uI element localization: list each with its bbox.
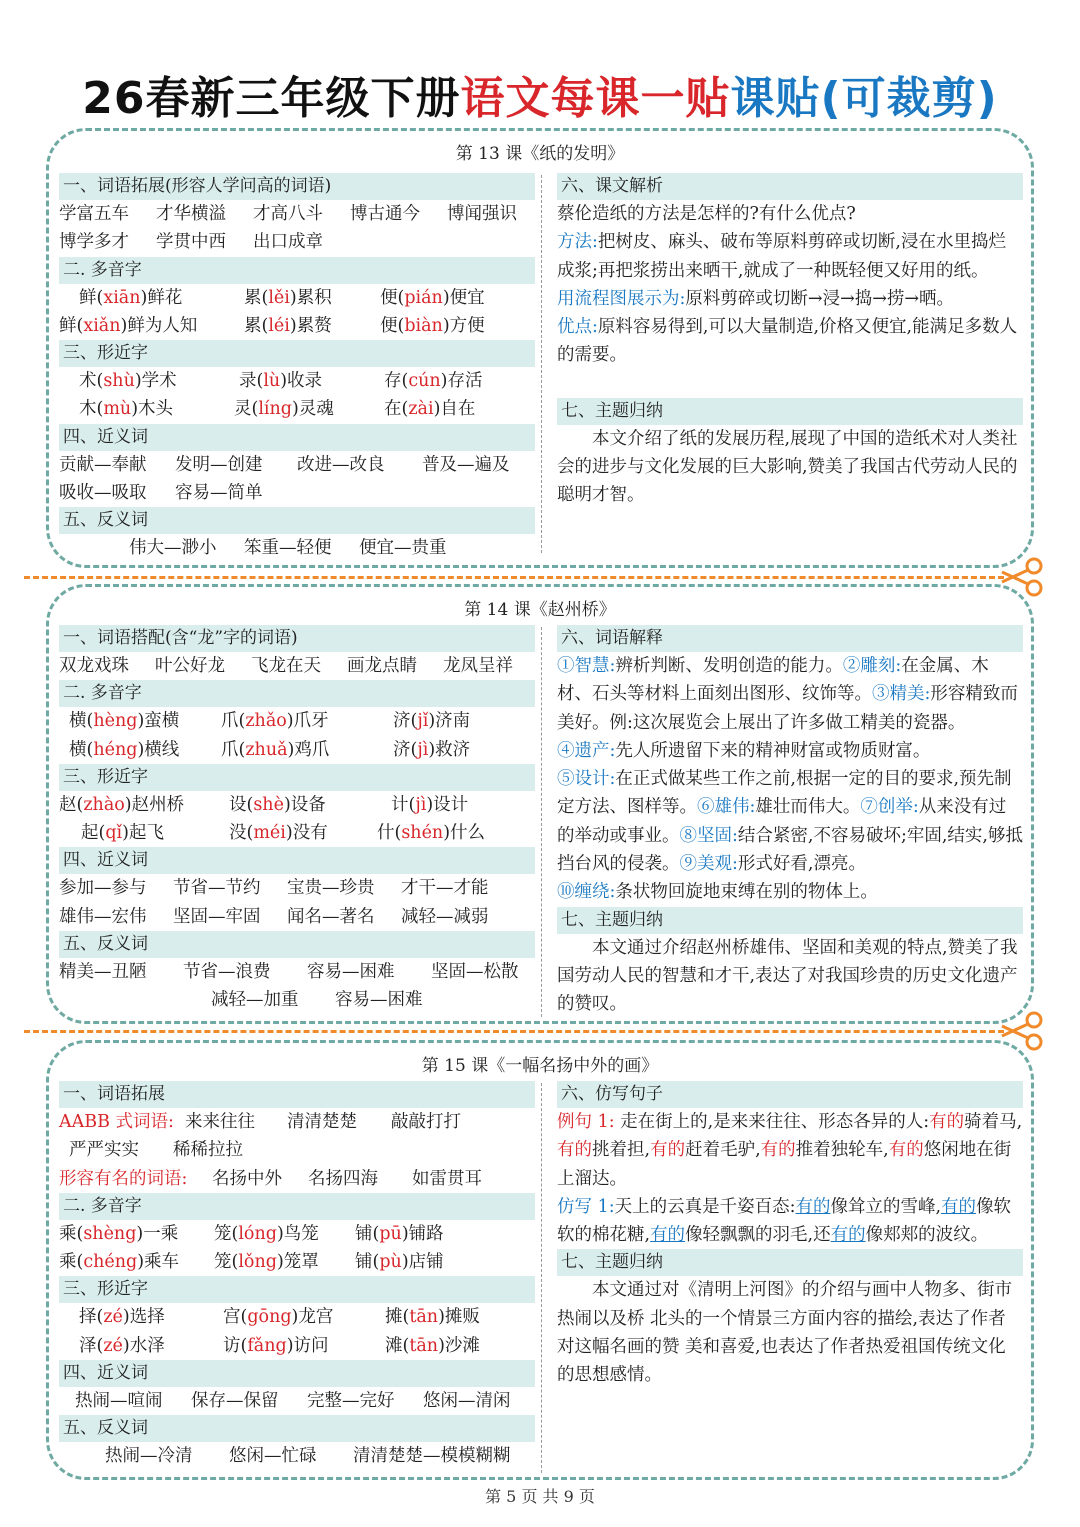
section-heading: 五、反义词 xyxy=(59,507,535,534)
lesson-15-card xyxy=(46,1040,1034,1480)
polyphone-row: 乘(shèng)一乘 笼(lóng)鸟笼 铺(pū)铺路 xyxy=(59,1223,444,1244)
polyphone-row: 乘(chéng)乘车 笼(lǒng)笼罩 铺(pù)店铺 xyxy=(59,1252,444,1273)
section-heading: 四、近义词 xyxy=(59,1360,535,1387)
antonym-row: 减轻—加重 容易—困难 xyxy=(211,990,423,1011)
section-heading: 六、课文解析 xyxy=(557,173,1023,200)
section-heading: 五、反义词 xyxy=(59,931,535,958)
antonym-row: 热闹—冷清 悠闲—忙碌 清清楚楚—模模糊糊 xyxy=(105,1446,511,1467)
column-divider xyxy=(541,627,542,1017)
word-row: 严严实实 稀稀拉拉 xyxy=(69,1140,243,1161)
section-heading: 二. 多音字 xyxy=(59,680,535,707)
section-heading: 五、反义词 xyxy=(59,1415,535,1442)
example-sentence: 例句 1: 走在街上的,是来来往往、形态各异的人:有的骑着马,有的挑着担,有的赶着毛驴,有的推着独轮车,有的悠闲地在街上溜达。 xyxy=(557,1112,1023,1189)
lesson-14-left xyxy=(59,625,535,1015)
section-heading: 七、主题归纳 xyxy=(557,398,1023,425)
theme-summary: 本文通过对《清明上河图》的介绍与画中人物多、街市热闹以及桥 北头的一个情景三方面内容的描绘,表达了作者对这幅名画的赞 美和喜爱,也表达了作者热爱祖国传统文化的思想感情。 xyxy=(557,1280,1012,1386)
word-definitions: ⑤设计:在正式做某些工作之前,根据一定的目的要求,预先制定方法、图样等。⑥雄伟:雄壮而伟大。⑦创举:从来没有过的举动或事业。⑧坚固:结合紧密,不容易破坏;牢固,结实,够抵挡台风的侵袭。⑨美观:形式好看,漂亮。 xyxy=(557,769,1023,875)
section-heading: 四、近义词 xyxy=(59,424,535,451)
word-definitions: ①智慧:辨析判断、发明创造的能力。②雕刻:在金属、木材、石头等材料上面刻出图形、纹饰等。③精美:形容精致而美好。例:这次展览会上展出了许多做工精美的瓷器。 xyxy=(557,656,1018,733)
similar-char-row: 起(qǐ)起飞 没(méi)没有 什(shén)什么 xyxy=(81,823,486,844)
lesson-13-title: 第 13 课《纸的发明》 xyxy=(455,144,625,164)
analysis-advantage: 优点:原料容易得到,可以大量制造,价格又便宜,能满足多数人的需要。 xyxy=(557,317,1018,366)
page-footer: 第 5 页 共 9 页 xyxy=(485,1487,595,1506)
title-part3: 课贴(可裁剪) xyxy=(730,73,998,124)
word-row: 博学多才 学贯中西 出口成章 xyxy=(59,232,323,253)
lesson-15-title: 第 15 课《一幅名扬中外的画》 xyxy=(421,1056,659,1076)
word-row: 形容有名的词语: 名扬中外 名扬四海 如雷贯耳 xyxy=(59,1168,482,1189)
lesson-13-right xyxy=(557,173,1023,510)
section-heading: 四、近义词 xyxy=(59,847,535,874)
synonym-row: 贡献—奉献 发明—创建 改进—改良 普及—遍及 xyxy=(59,454,510,475)
section-heading: 三、形近字 xyxy=(59,764,535,791)
analysis-method: 方法:把树皮、麻头、破布等原料剪碎或切断,浸在水里捣烂成浆;再把浆捞出来晒干,就成了一种既轻便又好用的纸。 xyxy=(557,232,1006,281)
section-heading: 二. 多音字 xyxy=(59,257,535,284)
theme-summary: 本文介绍了纸的发展历程,展现了中国的造纸术对人类社会的进步与文化发展的巨大影响,赞美了我国古代劳动人民的聪明才智。 xyxy=(557,428,1018,506)
synonym-row: 热闹—喧闹 保存—保留 完整—完好 悠闲—清闲 xyxy=(75,1391,511,1412)
section-heading: 一、词语拓展 xyxy=(59,1081,535,1108)
title-part1: 26春新三年级下册 xyxy=(82,73,461,124)
analysis-question: 蔡伦造纸的方法是怎样的?有什么优点? xyxy=(557,204,856,224)
section-heading: 二. 多音字 xyxy=(59,1193,535,1220)
antonym-row: 伟大—渺小 笨重—轻便 便宜—贵重 xyxy=(129,538,447,559)
lesson-14-card xyxy=(46,584,1034,1024)
similar-char-row: 泽(zé)水泽 访(fǎng)访问 滩(tān)沙滩 xyxy=(79,1335,480,1356)
section-heading: 六、词语解释 xyxy=(557,625,1023,652)
column-divider xyxy=(541,175,542,553)
lesson-15-left xyxy=(59,1081,535,1471)
word-definitions: ⑩缠绕:条状物回旋地束缚在别的物体上。 xyxy=(557,882,878,903)
section-heading: 三、形近字 xyxy=(59,1276,535,1303)
section-heading: 三、形近字 xyxy=(59,340,535,367)
column-divider xyxy=(541,1083,542,1473)
cut-line xyxy=(24,1030,1004,1033)
lesson-13-left xyxy=(59,173,535,563)
section-heading: 七、主题归纳 xyxy=(557,1249,1023,1276)
word-row: 双龙戏珠 叶公好龙 飞龙在天 画龙点睛 龙凤呈祥 xyxy=(59,656,513,676)
title-part2: 语文每课一贴 xyxy=(460,73,731,124)
section-heading: 六、仿写句子 xyxy=(557,1081,1023,1108)
section-heading: 七、主题归纳 xyxy=(557,907,1023,934)
lesson-13-card xyxy=(46,128,1034,568)
cut-line xyxy=(24,576,1004,579)
similar-char-row: 木(mù)木头 灵(líng)灵魂 在(zài)自在 xyxy=(79,399,476,420)
page-title xyxy=(0,62,1080,126)
section-heading: 一、词语搭配(含“龙”字的词语) xyxy=(59,625,535,652)
similar-char-row: 术(shù)学术 录(lù)收录 存(cún)存活 xyxy=(79,371,483,392)
imitation-sentence: 仿写 1:天上的云真是千姿百态:有的像耸立的雪峰,有的像软软的棉花糖,有的像轻飘飘的羽毛,还有的像郏郏的波纹。 xyxy=(557,1196,1012,1246)
lesson-15-right xyxy=(557,1081,1023,1390)
antonym-row: 精美—丑陋 节省—浪费 容易—困难 坚固—松散 xyxy=(59,962,519,983)
theme-summary: 本文通过介绍赵州桥雄伟、坚固和美观的特点,赞美了我国劳动人民的智慧和才干,表达了对我国珍贵的历史文化遗产的赞叹。 xyxy=(557,937,1018,1015)
similar-char-row: 择(zé)选择 宫(gōng)龙宫 摊(tān)摊贩 xyxy=(79,1307,480,1328)
word-row: AABB 式词语: 来来往往 清清楚楚 敲敲打打 xyxy=(59,1112,461,1132)
word-row: 学富五车 才华横溢 才高八斗 博古通今 博闻强识 xyxy=(59,204,517,224)
polyphone-row: 横(héng)横线 爪(zhuǎ)鸡爪 济(jì)救济 xyxy=(69,739,471,760)
synonym-row: 雄伟—宏伟 坚固—牢固 闻名—著名 减轻—减弱 xyxy=(59,906,489,927)
polyphone-row: 鲜(xiǎn)鲜为人知 累(léi)累赘 便(biàn)方便 xyxy=(59,315,485,336)
synonym-row: 吸收—吸取 容易—简单 xyxy=(59,483,263,504)
lesson-14-title: 第 14 课《赵州桥》 xyxy=(464,600,616,620)
analysis-flow: 用流程图展示为:原料剪碎或切断→浸→捣→捞→晒。 xyxy=(557,288,955,309)
polyphone-row: 横(hèng)蛮横 爪(zhǎo)爪牙 济(jǐ)济南 xyxy=(69,711,471,732)
polyphone-row: 鲜(xiān)鲜花 累(lěi)累积 便(pián)便宜 xyxy=(79,287,485,308)
synonym-row: 参加—参与 节省—节约 宝贵—珍贵 才干—才能 xyxy=(59,878,489,899)
section-heading: 一、词语拓展(形容人学问高的词语) xyxy=(59,173,535,200)
similar-char-row: 赵(zhào)赵州桥 设(shè)设备 计(jì)设计 xyxy=(59,794,469,815)
word-definitions: ④遗产:先人所遗留下来的精神财富或物质财富。 xyxy=(557,740,931,761)
lesson-14-right xyxy=(557,625,1023,1019)
